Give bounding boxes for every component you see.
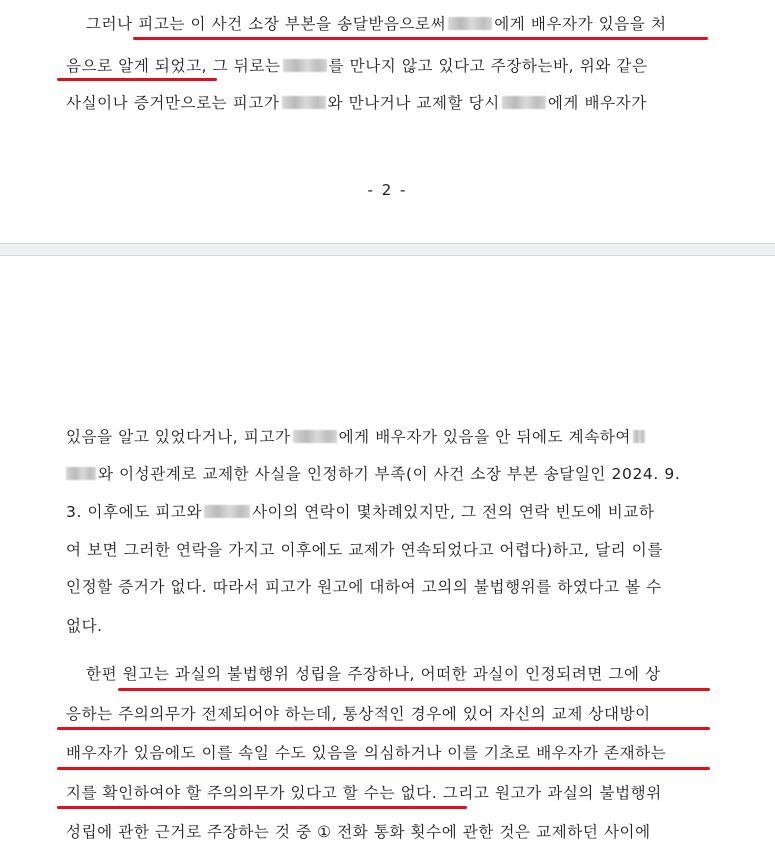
text-line [66, 427, 709, 447]
text-line: 응하는 주의의무가 전제되어야 하는데, 통상적인 경우에 있어 자신의 교제 상대방이 [66, 705, 651, 723]
text-segment: 에게 배우자가 [547, 94, 647, 112]
document-page-2 [0, 0, 775, 243]
text-line: 없다. [66, 617, 103, 635]
redacted-name [282, 96, 326, 109]
redacted-name [293, 430, 337, 443]
text-segment: 를 만나지 않고 있다고 주장하는바, 위와 같은 [328, 57, 648, 75]
red-underline [133, 37, 708, 40]
red-underline [118, 688, 710, 691]
text-segment: 와 만나거나 교제할 당시 [327, 94, 500, 112]
page-separator [0, 243, 775, 256]
redacted-name [283, 59, 327, 72]
page-number: - 2 - [367, 181, 408, 199]
text-line [66, 56, 709, 76]
text-line [66, 502, 709, 522]
document-page-3 [0, 256, 775, 845]
text-line [66, 93, 709, 113]
text-segment: 에게 배우자가 있음을 처 [494, 15, 667, 33]
redacted-name [448, 17, 492, 30]
text-line: 배우자가 있음에도 이를 속일 수도 있음을 의심하거나 이를 기초로 배우자가 존재하는 [66, 744, 667, 762]
text-line: 성립에 관한 근거로 주장하는 것 중 ① 전화 통화 횟수에 관한 것은 교제하던 사이에 [66, 823, 651, 841]
red-underline [57, 727, 710, 730]
text-line: 인정할 증거가 없다. 따라서 피고가 원고에 대하여 고의의 불법행위를 하였다고 볼 수 [66, 578, 662, 596]
text-segment: 있음을 알고 있었다거나, 피고가 [66, 428, 291, 446]
text-segment: 와 이성관계로 교제한 사실을 인정하기 부족(이 사건 소장 부본 송달일인 2024. 9. [98, 465, 681, 483]
text-segment: 음으로 알게 되었고, 그 뒤로는 [66, 57, 281, 75]
text-line: 한편 원고는 과실의 불법행위 성립을 주장하나, 어떠한 과실이 인정되려면 그에 상 [86, 665, 661, 683]
text-line [66, 464, 709, 484]
text-segment: 그러나 피고는 이 사건 소장 부본을 송달받음으로써 [86, 15, 447, 33]
redacted-name [204, 505, 250, 518]
red-underline [57, 78, 217, 81]
redacted-name [633, 430, 645, 443]
redacted-name [502, 96, 546, 109]
red-underline [57, 806, 467, 809]
text-segment: 에게 배우자가 있음을 안 뒤에도 계속하여 [338, 428, 631, 446]
text-segment: 사실이나 증거만으로는 피고가 [66, 94, 280, 112]
red-underline [57, 767, 710, 770]
text-line: 지를 확인하여야 할 주의의무가 있다고 할 수는 없다. 그리고 원고가 과실의 불법행위 [66, 784, 662, 802]
text-segment: 사이의 연락이 몇차례있지만, 그 전의 연락 빈도에 비교하 [252, 503, 655, 521]
text-segment: 3. 이후에도 피고와 [66, 503, 203, 521]
text-line [86, 14, 709, 34]
redacted-name [66, 467, 96, 480]
text-line: 여 보면 그러한 연락을 가지고 이후에도 교제가 연속되었다고 어렵다)하고, 달리 이를 [66, 541, 663, 559]
